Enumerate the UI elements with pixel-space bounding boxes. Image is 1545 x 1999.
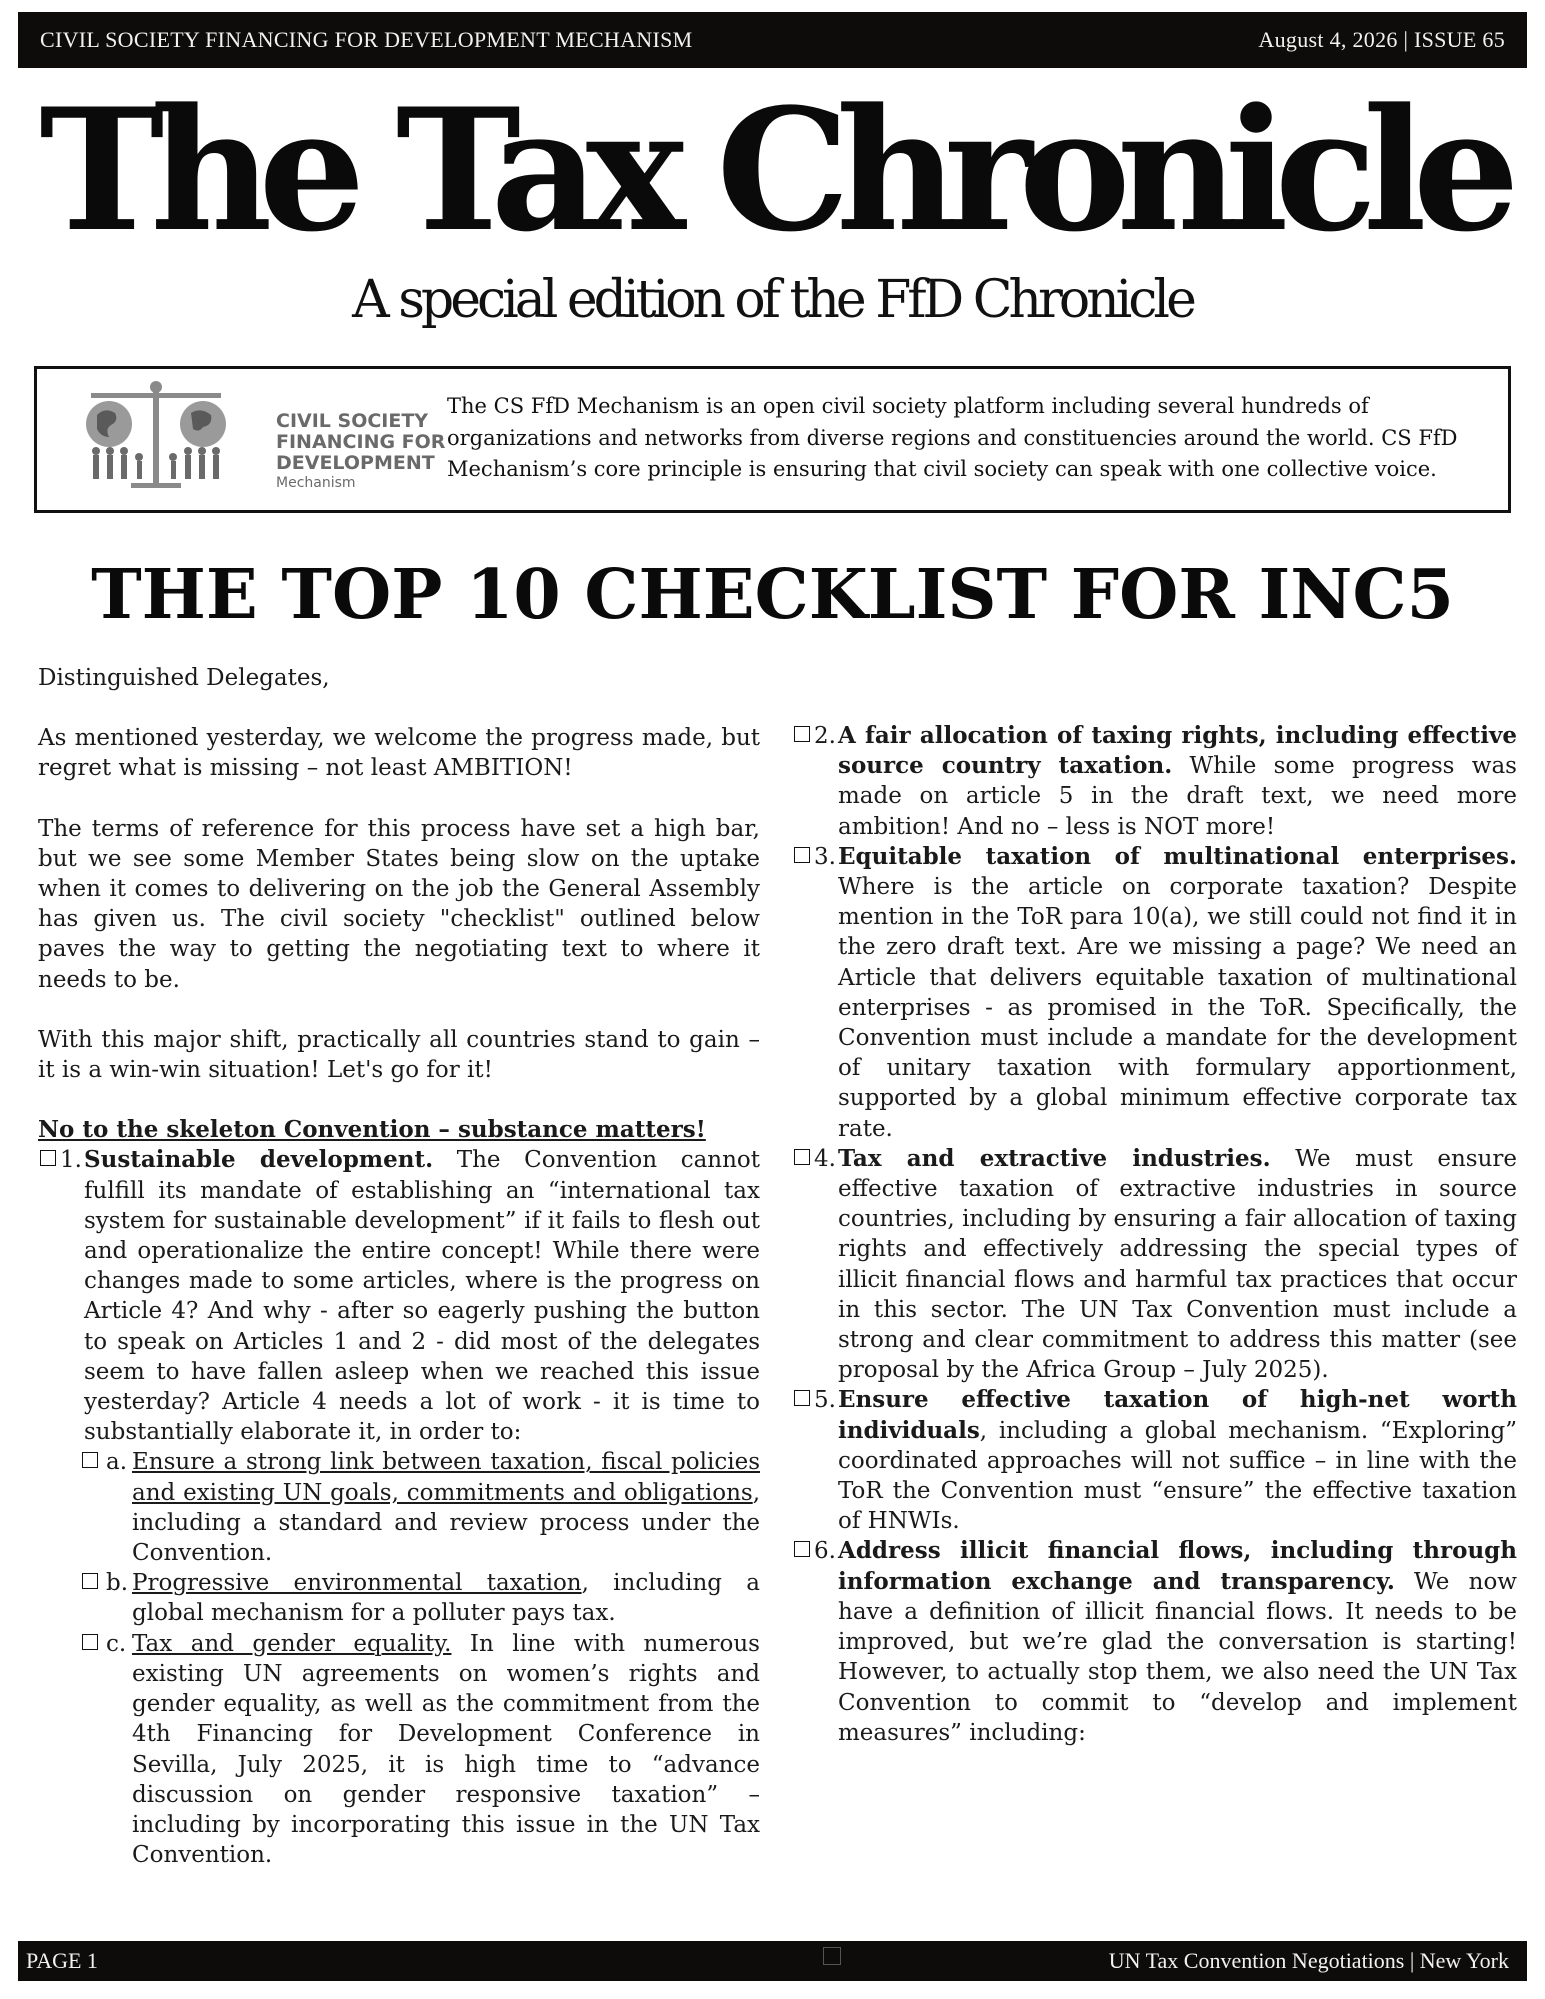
- checklist-item-2: [792, 721, 1517, 842]
- item-text: We must ensure effective taxation of extractive industries in source countries, including by ensuring a fair allocation of taxing rights and effectively addressing the special types of illicit financial flows and harmful tax practices that occur in this sector. The UN Tax Convention must include a strong and clear commitment to address this matter (see proposal by the Africa Group – July 2025).: [838, 1145, 1517, 1384]
- header-bar: [18, 12, 1527, 68]
- item-number: 6.: [814, 1538, 836, 1565]
- checkbox[interactable]: [794, 1390, 810, 1406]
- right-column: [792, 721, 1517, 1748]
- header-issue: August 4, 2026 | ISSUE 65: [1258, 27, 1505, 52]
- subitem-title: Ensure a strong link between taxation, fiscal policies and existing UN goals, commitments and obligations: [132, 1449, 760, 1506]
- paragraph-2: The terms of reference for this process have set a high bar, but we see some Member States being slow on the uptake when it comes to delivering on the job the General Assembly has given us. The civil society "checklist" outlined below paves the way to getting the negotiating text to where it needs to be.: [38, 815, 760, 993]
- item-number: 3.: [814, 843, 836, 870]
- checklist-item-4: [792, 1144, 1517, 1386]
- checklist-item-6: [792, 1536, 1517, 1747]
- logo-wordmark: [276, 411, 445, 492]
- checklist-item-5: [792, 1385, 1517, 1536]
- checklist-subitem-a: [38, 1447, 760, 1568]
- info-box: [34, 366, 1511, 513]
- section-heading: No to the skeleton Convention – substance matters!: [38, 1116, 706, 1144]
- item-text: The Convention cannot fulfill its mandate of establishing an “international tax system for sustainable development” if it fails to flesh out and operationalize the entire concept! While there were changes made to some articles, where is the progress on Article 4? And why - after so eagerly pushing the button to speak on Articles 1 and 2 - did most of the delegates seem to have fallen asleep when we reached this issue yesterday? Article 4 needs a lot of work - it is time to substantially elaborate it, in order to:: [84, 1147, 760, 1446]
- checklist-subitem-c: [38, 1629, 760, 1871]
- checkbox[interactable]: [794, 1149, 810, 1165]
- subitem-title: Tax and gender equality.: [132, 1630, 452, 1657]
- header-org: CIVIL SOCIETY FINANCING FOR DEVELOPMENT MECHANISM: [40, 27, 693, 52]
- checklist-item-3: [792, 842, 1517, 1144]
- item-number: 5.: [814, 1387, 836, 1414]
- subitem-text: , including a standard and review process under the Convention.: [132, 1479, 760, 1567]
- checkbox[interactable]: [794, 1541, 810, 1557]
- subitem-letter: a.: [106, 1449, 128, 1476]
- item-number: 2.: [814, 723, 836, 749]
- item-title: Address illicit financial flows, including through information exchange and transparency.: [838, 1537, 1517, 1595]
- subitem-text: , including a global mechanism for a polluter pays tax.: [132, 1570, 760, 1627]
- masthead-subtitle: A special edition of the FfD Chronicle: [352, 270, 1193, 330]
- footer-page: PAGE 1: [26, 1948, 98, 1973]
- checkbox[interactable]: [794, 726, 810, 742]
- paragraph-1: As mentioned yesterday, we welcome the progress made, but regret what is missing – not least AMBITION!: [38, 725, 760, 782]
- checkbox[interactable]: [82, 1452, 98, 1468]
- paragraph-3: With this major shift, practically all countries stand to gain – it is a win-win situation! Let's go for it!: [38, 1026, 760, 1084]
- article-headline: THE TOP 10 CHECKLIST FOR INC5: [91, 555, 1454, 635]
- checkbox[interactable]: [82, 1634, 98, 1650]
- subitem-letter: b.: [106, 1570, 129, 1597]
- greeting: Distinguished Delegates,: [38, 665, 330, 691]
- item-title: Sustainable development.: [84, 1146, 434, 1174]
- left-column: [38, 663, 760, 1870]
- footer-checkbox[interactable]: [823, 1947, 841, 1965]
- subitem-letter: c.: [106, 1630, 127, 1657]
- logo-line-4: Mechanism: [276, 475, 356, 491]
- cs-ffd-logo: [71, 379, 471, 504]
- item-text: Where is the article on corporate taxation? Despite mention in the ToR para 10(a), we still could not find it in the zero draft text. Are we missing a page? We need an Article that delivers equitable taxation of multinational enterprises - as promised in the ToR. Specifically, the Convention must include a mandate for the development of unitary taxation with formulary apportionment, supported by a global minimum effective corporate tax rate.: [838, 874, 1517, 1142]
- masthead-title: The Tax Chronicle: [39, 71, 1506, 269]
- item-title: Ensure effective taxation of high-net worth individuals: [838, 1386, 1517, 1444]
- scale-globes-icon: [71, 379, 241, 494]
- subitem-title: Progressive environmental taxation: [132, 1570, 582, 1597]
- checklist-subitem-b: [38, 1568, 760, 1628]
- item-text: While some progress was made on article 5 in the draft text, we need more ambition! And no – less is NOT more!: [838, 753, 1517, 840]
- item-title: A fair allocation of taxing rights, including effective source country taxation.: [838, 722, 1517, 780]
- item-number: 4.: [814, 1145, 836, 1172]
- checkbox[interactable]: [794, 847, 810, 863]
- checkbox[interactable]: [82, 1573, 98, 1589]
- footer-event: UN Tax Convention Negotiations | New York: [1108, 1948, 1509, 1973]
- checkbox[interactable]: [40, 1150, 56, 1166]
- logo-line-2: FINANCING FOR: [276, 431, 446, 453]
- logo-line-3: DEVELOPMENT: [276, 452, 435, 474]
- item-text: , including a global mechanism. “Exploring” coordinated approaches will not suffice – in line with the ToR the Convention must “ensure” the effective taxation of HNWIs.: [838, 1417, 1517, 1535]
- footer-bar: [18, 1941, 1527, 1981]
- subitem-text: In line with numerous existing UN agreements on women’s rights and gender equality, as well as the commitment from the 4th Financing for Development Conference in Sevilla, July 2025, it is high time to “advance discussion on gender responsive taxation” – including by incorporating this issue in the UN Tax Convention.: [132, 1630, 760, 1869]
- checklist-item-1: [38, 1145, 760, 1447]
- item-text: We now have a definition of illicit financial flows. It needs to be improved, but we’re glad the conversation is starting! However, to actually stop them, we also need the UN Tax Convention to commit to “develop and implement measures” including:: [838, 1568, 1517, 1746]
- info-text: The CS FfD Mechanism is an open civil society platform including several hundreds of organizations and networks from diverse regions and constituencies around the world. CS FfD Mechanism’s core principle is ensuring that civil society can speak with one collective voice.: [447, 394, 1458, 481]
- item-title: Equitable taxation of multinational enterprises.: [838, 842, 1517, 870]
- item-title: Tax and extractive industries.: [838, 1144, 1271, 1172]
- logo-line-1: CIVIL SOCIETY: [276, 410, 429, 432]
- item-number: 1.: [60, 1147, 82, 1174]
